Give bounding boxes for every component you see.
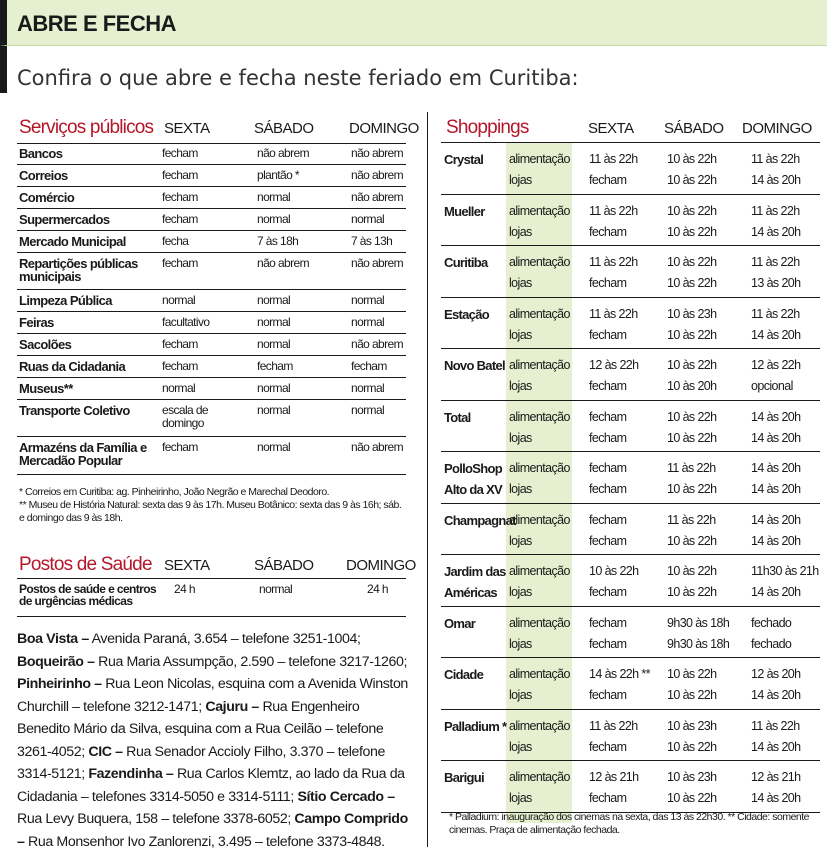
public-service-row <box>17 187 406 209</box>
shoppings-title: Shoppings <box>446 117 529 138</box>
shopping-label-stores: lojas <box>509 327 532 342</box>
public-service-sexta: fecham <box>162 190 198 204</box>
shopping-sexta <box>589 561 667 603</box>
page-subtitle: Confira o que abre e fecha neste feriado em Curitiba: <box>17 66 579 90</box>
public-service-row <box>17 165 406 187</box>
shopping-row <box>441 246 820 298</box>
shopping-sexta-value: fecham <box>589 379 627 393</box>
shopping-sabado <box>667 201 747 243</box>
shopping-sabado-value: 10 às 23h <box>667 718 717 733</box>
health-address-text: Rua Maria Assumpção, 2.590 – telefone 3217-1260; <box>94 653 408 670</box>
shopping-domingo-value: 14 às 20h <box>751 430 801 445</box>
shopping-sexta <box>589 767 667 809</box>
health-address-name: Cajuru – <box>205 698 259 715</box>
public-service-sabado: não abrem <box>257 146 309 160</box>
public-service-sexta: facultativo <box>162 315 210 329</box>
public-service-name: Supermercados <box>19 212 110 227</box>
shopping-row <box>441 195 820 247</box>
shopping-domingo <box>751 716 821 758</box>
public-service-name: Ruas da Cidadania <box>19 359 126 374</box>
public-service-name: Repartições públicas municipais <box>19 256 138 284</box>
shopping-sexta-value: 11 às 22h <box>589 306 638 321</box>
shopping-sabado-value: 10 às 22h <box>667 533 717 548</box>
public-service-row <box>17 334 406 356</box>
public-service-sabado: não abrem <box>257 256 309 270</box>
shopping-domingo <box>751 613 821 655</box>
shopping-labels <box>509 304 575 346</box>
public-service-sexta: fecha <box>162 234 189 248</box>
shopping-name: Estação <box>444 306 489 322</box>
shopping-sabado-value: 10 às 23h <box>667 306 717 321</box>
health-address-name: CIC – <box>88 743 123 760</box>
shopping-domingo <box>751 252 821 294</box>
shopping-sexta <box>589 510 667 552</box>
public-service-sabado: plantão * <box>257 168 299 182</box>
subtitle-bar <box>0 46 827 93</box>
shopping-sabado-value: 10 às 22h <box>667 276 717 290</box>
shopping-name: Omar <box>444 615 476 631</box>
public-service-sabado: fecham <box>257 359 293 373</box>
public-service-name: Museus** <box>19 381 73 396</box>
public-service-name: Feiras <box>19 315 54 330</box>
public-service-domingo: fecham <box>351 359 387 373</box>
shopping-row <box>441 607 820 659</box>
shopping-labels <box>509 458 575 500</box>
public-col-domingo: DOMINGO <box>349 120 419 137</box>
shopping-sabado <box>667 561 747 603</box>
public-service-sexta: fecham <box>162 440 198 454</box>
public-service-domingo: normal <box>351 381 385 395</box>
public-service-domingo: normal <box>351 315 385 329</box>
public-service-row <box>17 231 406 253</box>
shopping-sabado-value: 10 às 22h <box>667 688 717 702</box>
shopping-label-food: alimentação <box>509 461 570 475</box>
health-row-name: Postos de saúde e centros de urgências médicas <box>19 582 157 608</box>
shopping-label-food: alimentação <box>509 718 570 733</box>
shopping-domingo-value: 11 às 22h <box>751 718 800 733</box>
shopping-label-food: alimentação <box>509 152 570 166</box>
health-addresses <box>17 628 412 853</box>
shopping-sabado-value: 10 às 22h <box>667 739 717 754</box>
public-service-sexta: fecham <box>162 337 198 351</box>
shopping-row <box>441 761 820 813</box>
shopping-sabado <box>667 613 747 655</box>
public-service-name: Transporte Coletivo <box>19 403 130 418</box>
shopping-sexta <box>589 149 667 191</box>
health-title: Postos de Saúde <box>19 554 152 575</box>
shopping-sabado-value: 10 às 22h <box>667 564 717 578</box>
health-address-text: Rua Carlos Klemtz, ao lado da Rua da Cidadania – telefones 3314-5050 e 3314-5111; <box>17 766 405 805</box>
public-service-row <box>17 143 406 165</box>
shopping-sexta <box>589 407 667 449</box>
shop-col-domingo: DOMINGO <box>742 120 812 137</box>
shopping-sabado <box>667 252 747 294</box>
shopping-labels <box>509 252 575 294</box>
shopping-sabado <box>667 458 747 500</box>
shopping-label-stores: lojas <box>509 276 532 290</box>
public-service-row <box>17 400 406 437</box>
shopping-domingo-value: 12 às 20h <box>751 667 801 681</box>
shoppings-note: * Palladium: inauguração dos cinemas na sexta, das 13 às 22h30. ** Cidade: somente cinemas. Praça de alimentação fechada. <box>449 811 809 836</box>
shopping-label-food: alimentação <box>509 512 570 527</box>
shopping-label-stores: lojas <box>509 636 532 651</box>
shopping-name: Barigui <box>444 770 484 785</box>
shopping-name: Total <box>444 409 471 425</box>
shopping-sabado-value: 10 às 22h <box>667 224 717 239</box>
shopping-label-food: alimentação <box>509 255 570 269</box>
shopping-sabado-value: 10 às 22h <box>667 358 717 372</box>
public-service-sexta: fecham <box>162 256 198 270</box>
shopping-label-stores: lojas <box>509 224 532 239</box>
shopping-domingo-value: 14 às 20h <box>751 791 801 805</box>
shopping-sexta-value: fecham <box>589 276 627 290</box>
health-col-sabado: SÁBADO <box>254 557 314 574</box>
shopping-sabado-value: 10 às 22h <box>667 409 717 424</box>
shopping-domingo <box>751 664 821 706</box>
public-col-sexta: SEXTA <box>164 120 210 137</box>
public-service-sabado: normal <box>257 190 291 204</box>
public-service-sexta: escala de domingo <box>162 403 208 430</box>
shopping-label-stores: lojas <box>509 379 532 393</box>
shopping-sexta-value: fecham <box>589 482 627 496</box>
public-service-name: Mercado Municipal <box>19 234 126 249</box>
shopping-sexta-value: fecham <box>589 533 627 548</box>
shopping-name: Jardim das Américas <box>444 564 506 600</box>
shopping-domingo-value: 13 às 20h <box>751 276 801 290</box>
shopping-domingo-value: 14 às 20h <box>751 409 801 424</box>
shopping-name: Crystal <box>444 152 484 167</box>
public-service-sexta: normal <box>162 381 196 395</box>
shopping-domingo-value: 14 às 20h <box>751 585 801 599</box>
health-address-name: Boa Vista – <box>17 631 89 647</box>
shopping-sabado-value: 10 às 22h <box>667 585 717 599</box>
shopping-row <box>441 401 820 453</box>
shopping-domingo-value: 14 às 20h <box>751 482 801 496</box>
public-service-domingo: não abrem <box>351 190 403 204</box>
shopping-label-stores: lojas <box>509 533 532 548</box>
shopping-label-food: alimentação <box>509 667 570 681</box>
shopping-domingo-value: 14 às 20h <box>751 739 801 754</box>
shopping-sabado-value: 10 às 23h <box>667 770 717 784</box>
shopping-label-food: alimentação <box>509 203 570 218</box>
shop-col-sabado: SÁBADO <box>664 120 724 137</box>
public-service-domingo: normal <box>351 403 385 417</box>
public-service-domingo: não abrem <box>351 168 403 182</box>
health-row-domingo: 24 h <box>367 582 388 596</box>
header-bar <box>0 0 827 46</box>
shopping-sabado-value: 11 às 22h <box>667 512 716 527</box>
shopping-label-food: alimentação <box>509 358 570 372</box>
public-service-sexta: fecham <box>162 359 198 373</box>
public-service-domingo: normal <box>351 293 385 307</box>
shopping-domingo-value: fechado <box>751 636 792 651</box>
health-address-name: Sítio Cercado – <box>297 788 395 805</box>
shopping-label-stores: lojas <box>509 585 532 599</box>
shopping-sexta-value: 12 às 22h <box>589 358 639 372</box>
shopping-sexta-value: fecham <box>589 173 627 187</box>
shopping-domingo-value: 11 às 22h <box>751 152 800 166</box>
health-address-name: Fazendinha – <box>88 766 174 782</box>
shopping-sabado-value: 10 às 22h <box>667 255 717 269</box>
shopping-sabado <box>667 149 747 191</box>
shopping-domingo <box>751 561 821 603</box>
shopping-sabado-value: 10 às 22h <box>667 430 717 445</box>
shopping-sexta-value: fecham <box>589 739 627 754</box>
shopping-sexta-value: fecham <box>589 636 627 651</box>
public-service-sabado: normal <box>257 315 291 329</box>
shopping-labels <box>509 510 575 552</box>
public-service-sabado: normal <box>257 403 291 417</box>
shopping-label-food: alimentação <box>509 564 570 578</box>
shopping-labels <box>509 716 575 758</box>
shopping-sabado <box>667 664 747 706</box>
public-services-title: Serviços públicos <box>19 117 154 138</box>
shopping-sabado-value: 10 às 22h <box>667 173 717 187</box>
shopping-domingo <box>751 458 821 500</box>
shopping-label-food: alimentação <box>509 306 570 321</box>
health-address-text: Rua Levy Buquera, 158 – telefone 3378-6052; <box>17 811 291 827</box>
shopping-row <box>441 658 820 710</box>
shopping-domingo <box>751 304 821 346</box>
health-row <box>17 579 406 617</box>
public-service-sabado: normal <box>257 381 291 395</box>
shopping-row <box>441 555 820 607</box>
shopping-label-stores: lojas <box>509 688 532 702</box>
health-address-text: Rua Senador Accioly Filho, 3.370 – telefone 3314-5121; <box>17 743 385 782</box>
shopping-sexta <box>589 252 667 294</box>
shopping-label-food: alimentação <box>509 770 570 784</box>
shopping-domingo <box>751 407 821 449</box>
public-service-sabado: 7 às 18h <box>257 234 299 248</box>
public-service-name: Comércio <box>19 190 75 205</box>
shopping-domingo-value: 12 às 21h <box>751 770 801 784</box>
health-row-sexta: 24 h <box>174 582 195 596</box>
shopping-domingo-value: 11 às 22h <box>751 255 800 269</box>
shopping-domingo-value: 14 às 20h <box>751 461 801 475</box>
health-col-sexta: SEXTA <box>164 557 210 574</box>
shopping-domingo-value: 14 às 20h <box>751 533 801 548</box>
health-address-text: Rua Leon Nicolas, esquina com a Avenida Winston Churchill – telefone 3212-1471; <box>17 676 408 715</box>
public-service-sabado: normal <box>257 212 291 226</box>
shopping-label-stores: lojas <box>509 173 532 187</box>
shopping-sexta-value: fecham <box>589 327 627 342</box>
shopping-labels <box>509 355 575 397</box>
public-service-name: Limpeza Pública <box>19 293 112 308</box>
shopping-sexta <box>589 664 667 706</box>
shopping-domingo <box>751 767 821 809</box>
shopping-sexta-value: 12 às 21h <box>589 770 639 784</box>
shopping-name: Curitiba <box>444 255 488 270</box>
shopping-labels <box>509 201 575 243</box>
shopping-name: Champagnat <box>444 512 516 528</box>
shopping-sabado-value: 10 às 22h <box>667 791 717 805</box>
public-service-domingo: não abrem <box>351 440 403 454</box>
shopping-domingo-value: 12 às 22h <box>751 358 801 372</box>
health-address-text: Rua Monsenhor Ivo Zanlorenzi, 3.495 – telefone 3373-4848. <box>24 833 385 850</box>
public-service-name: Bancos <box>19 146 63 161</box>
shopping-labels <box>509 561 575 603</box>
public-services-table <box>17 143 406 483</box>
public-service-row <box>17 290 406 312</box>
health-address-name: Campo Comprido – <box>17 811 408 850</box>
shopping-sexta <box>589 613 667 655</box>
shopping-domingo <box>751 355 821 397</box>
shopping-name: Palladium * <box>444 718 507 734</box>
shopping-domingo-value: 14 às 20h <box>751 512 801 527</box>
shopping-labels <box>509 767 575 809</box>
shopping-domingo <box>751 510 821 552</box>
shopping-labels <box>509 407 575 449</box>
shopping-sabado-value: 9h30 às 18h <box>667 636 730 651</box>
shopping-sabado-value: 11 às 22h <box>667 461 716 475</box>
shopping-row <box>441 143 820 195</box>
health-address-text: Avenida Paraná, 3.654 – telefone 3251-1004; <box>88 631 361 647</box>
shopping-name: Novo Batel <box>444 358 505 373</box>
shopping-row <box>441 710 820 762</box>
shopping-sexta-value: 11 às 22h <box>589 203 638 218</box>
public-col-sabado: SÁBADO <box>254 120 314 137</box>
shopping-sabado <box>667 510 747 552</box>
shopping-sexta-value: fecham <box>589 688 627 702</box>
public-service-row <box>17 312 406 334</box>
public-service-name: Armazéns da Família e Mercadão Popular <box>19 440 147 468</box>
public-note-2: ** Museu de História Natural: sexta das 9 às 17h. Museu Botânico: sexta das 9 às 16h; sáb. e domingo das 9 às 18h. <box>19 499 402 524</box>
shopping-name: PolloShop Alto da XV <box>444 461 503 497</box>
public-service-sabado: normal <box>257 440 291 454</box>
shopping-domingo <box>751 149 821 191</box>
shopping-name: Mueller <box>444 203 485 219</box>
shopping-sexta-value: fecham <box>589 461 627 475</box>
health-address-name: Boqueirão – <box>17 653 95 670</box>
shopping-labels <box>509 664 575 706</box>
shopping-sexta-value: 11 às 22h <box>589 718 638 733</box>
shopping-sabado <box>667 355 747 397</box>
public-service-sexta: fecham <box>162 212 198 226</box>
shopping-sexta-value: fecham <box>589 615 627 630</box>
shopping-label-stores: lojas <box>509 791 532 805</box>
shopping-sexta-value: fecham <box>589 512 627 527</box>
shopping-row <box>441 298 820 350</box>
shopping-label-stores: lojas <box>509 430 532 445</box>
shopping-sabado-value: 10 às 22h <box>667 327 717 342</box>
column-divider <box>427 112 428 847</box>
shopping-domingo-value: 14 às 20h <box>751 173 801 187</box>
shopping-sexta <box>589 716 667 758</box>
shopping-sexta <box>589 458 667 500</box>
health-col-domingo: DOMINGO <box>346 557 416 574</box>
shopping-domingo-value: 14 às 20h <box>751 327 801 342</box>
shopping-sexta-value: fecham <box>589 409 627 424</box>
shopping-sexta-value: fecham <box>589 430 627 445</box>
public-service-domingo: 7 às 13h <box>351 234 393 248</box>
public-service-name: Sacolões <box>19 337 72 352</box>
shopping-sexta-value: fecham <box>589 585 627 599</box>
shopping-domingo <box>751 201 821 243</box>
public-service-sexta: normal <box>162 293 196 307</box>
shopping-domingo-value: 11h30 às 21h <box>751 564 819 578</box>
shopping-domingo-value: fechado <box>751 615 792 630</box>
public-service-row <box>17 378 406 400</box>
public-service-row <box>17 356 406 378</box>
public-service-domingo: não abrem <box>351 337 403 351</box>
shop-col-sexta: SEXTA <box>588 120 634 137</box>
page-title: ABRE E FECHA <box>17 11 177 36</box>
shopping-sabado-value: 10 às 20h <box>667 379 717 393</box>
shopping-label-food: alimentação <box>509 409 570 424</box>
public-service-domingo: não abrem <box>351 146 403 160</box>
health-address-text: Rua Engenheiro Benedito Mário da Silva, esquina com a Rua Ceilão – telefone 3261-4052; <box>17 698 384 760</box>
shopping-sabado <box>667 716 747 758</box>
shopping-sexta-value: 11 às 22h <box>589 255 638 269</box>
public-service-sexta: fecham <box>162 146 198 160</box>
shopping-domingo-value: opcional <box>751 379 793 393</box>
shopping-domingo-value: 14 às 20h <box>751 224 801 239</box>
shopping-sabado-value: 10 às 22h <box>667 203 717 218</box>
shopping-label-stores: lojas <box>509 482 532 496</box>
shopping-sexta <box>589 355 667 397</box>
shopping-sabado-value: 10 às 22h <box>667 482 717 496</box>
public-service-sabado: normal <box>257 337 291 351</box>
shopping-sabado <box>667 767 747 809</box>
health-address-name: Pinheirinho – <box>17 676 102 692</box>
health-row-sabado: normal <box>259 582 293 596</box>
shopping-sexta-value: fecham <box>589 224 627 239</box>
shopping-sabado <box>667 407 747 449</box>
shopping-sexta-value: fecham <box>589 791 627 805</box>
public-service-sexta: fecham <box>162 168 198 182</box>
shopping-sexta <box>589 304 667 346</box>
public-service-sabado: normal <box>257 293 291 307</box>
public-service-domingo: normal <box>351 212 385 226</box>
public-service-row <box>17 209 406 231</box>
shopping-row <box>441 349 820 401</box>
shopping-domingo-value: 11 às 22h <box>751 203 800 218</box>
shopping-sexta <box>589 201 667 243</box>
shopping-row <box>441 452 820 504</box>
shopping-domingo-value: 11 às 22h <box>751 306 800 321</box>
shopping-sexta-value: 10 às 22h <box>589 564 639 578</box>
shopping-sexta-value: 14 às 22h ** <box>589 667 650 681</box>
public-service-domingo: não abrem <box>351 256 403 270</box>
shopping-label-stores: lojas <box>509 739 532 754</box>
public-service-row <box>17 253 406 290</box>
shopping-sabado-value: 10 às 22h <box>667 152 717 166</box>
shopping-sabado-value: 9h30 às 18h <box>667 615 730 630</box>
shopping-label-food: alimentação <box>509 615 570 630</box>
shopping-sabado <box>667 304 747 346</box>
shopping-name: Cidade <box>444 667 484 682</box>
shopping-sabado-value: 10 às 22h <box>667 667 717 681</box>
public-service-row <box>17 437 406 475</box>
public-note-1: * Correios em Curitiba: ag. Pinheirinho, João Negrão e Marechal Deodoro. <box>19 486 330 498</box>
shopping-domingo-value: 14 às 20h <box>751 688 801 702</box>
shopping-labels <box>509 149 575 191</box>
shopping-sexta-value: 11 às 22h <box>589 152 638 166</box>
shopping-labels <box>509 613 575 655</box>
public-service-name: Correios <box>19 168 68 183</box>
shopping-row <box>441 504 820 556</box>
